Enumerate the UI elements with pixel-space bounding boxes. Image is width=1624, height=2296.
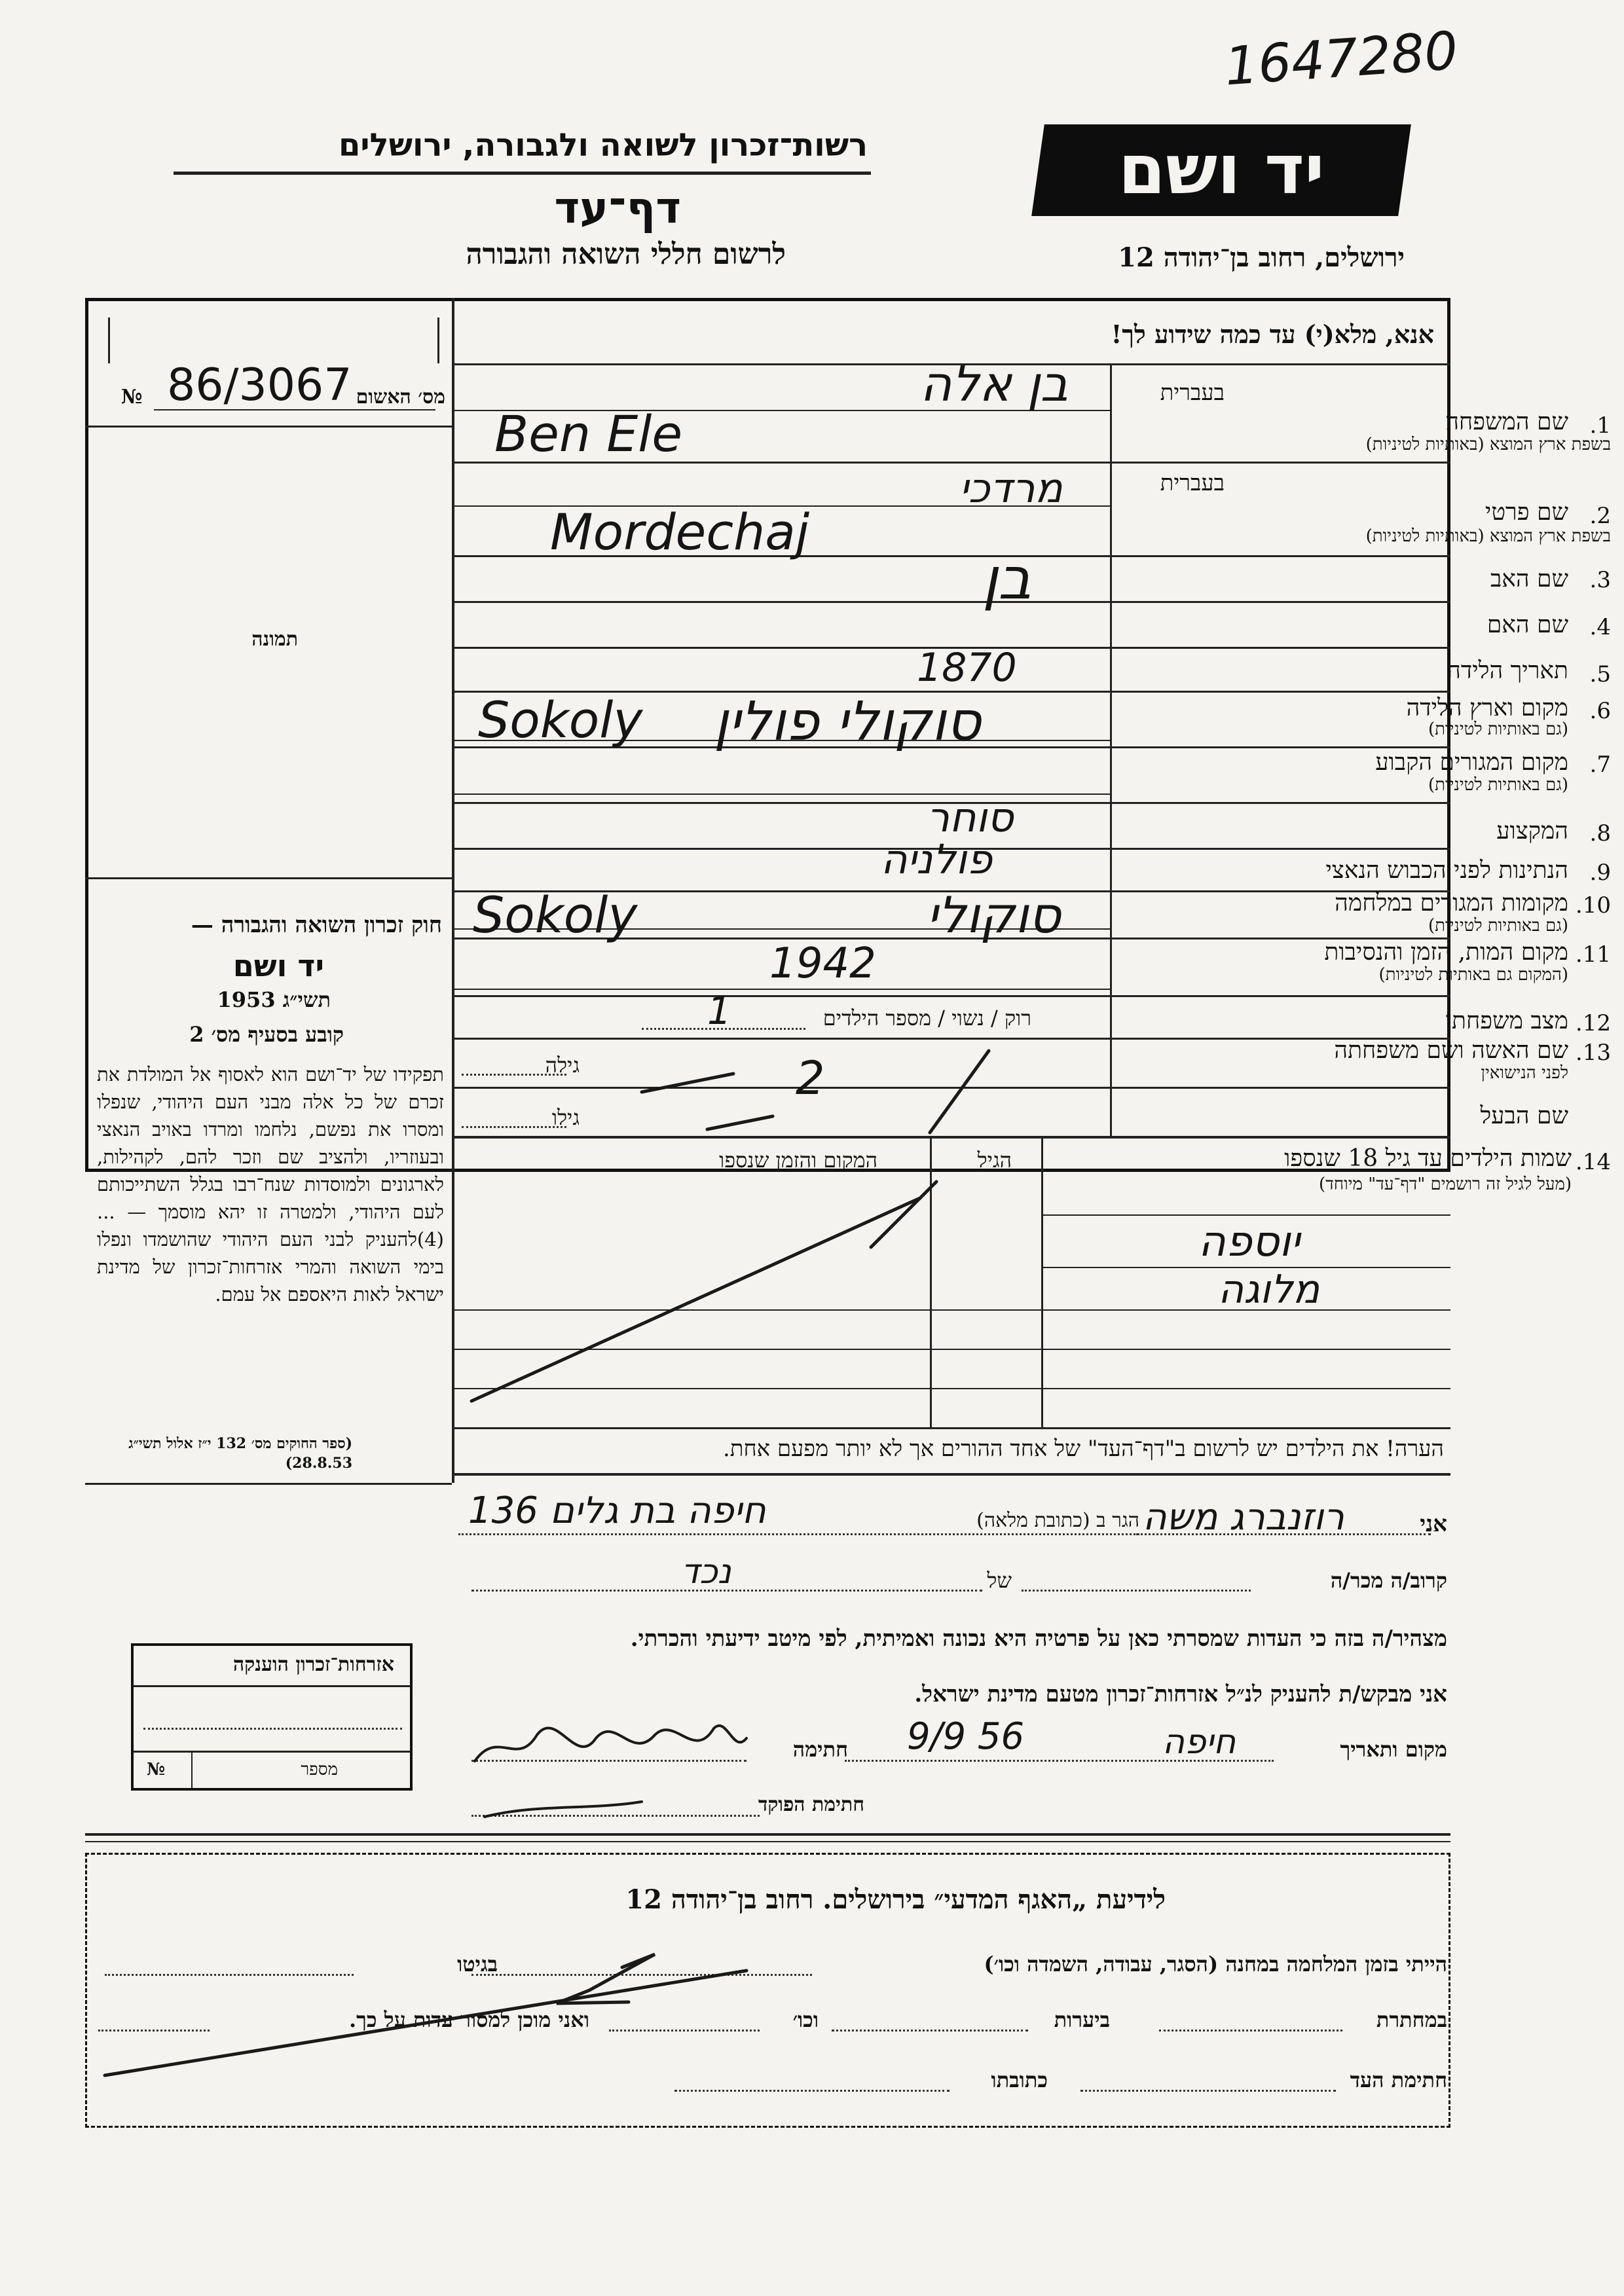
field-10-label: מקומות המגורים במלחמה: [1335, 890, 1568, 917]
footer-witness-signature: חתימת העד: [1350, 2068, 1447, 2092]
field-7-sub: (גם באותיות לטיניות): [1428, 775, 1568, 795]
instruction-text: אנא, מלא(י) עד כמה שידוע לך!: [1111, 319, 1434, 349]
hw-first-name-hebrew: מרדכי: [959, 464, 1063, 512]
field-1-sub: בשפת ארץ המוצא (באותיות לטיניות): [1365, 435, 1611, 454]
hw-family-name-hebrew: בן אלה: [920, 356, 1069, 412]
field-2-label: שם פרטי: [1485, 499, 1568, 526]
form-subtitle: לרשום חללי השואה והגבורה: [466, 238, 786, 271]
field-6-number: 6.: [1589, 698, 1611, 724]
declaration-of: של: [987, 1568, 1012, 1593]
declaration-relative: קרוב/ה מכר/ה: [1330, 1568, 1447, 1593]
hw-relation: נכד: [681, 1552, 731, 1592]
children-section-note: (מעל לגיל זה רושמים "דף־עד" מיוחד): [1319, 1175, 1572, 1194]
hw-birth-place-latin: Sokoly: [478, 691, 643, 749]
place-date-label: מקום ותאריך: [1340, 1737, 1447, 1762]
hw-sign-date: 9/9 56: [907, 1715, 1025, 1758]
hw-witness-name: רוזנברג משה: [1143, 1496, 1344, 1539]
field-13-number: 13.: [1575, 1040, 1611, 1066]
address: ירושלים, רחוב בן־יהודה 12: [1118, 242, 1405, 273]
field-4-number: 4.: [1589, 614, 1611, 640]
hw-profession: סוחר: [927, 793, 1014, 841]
field-9-number: 9.: [1589, 860, 1611, 886]
children-place-header: המקום והזמן שנספו: [719, 1148, 877, 1173]
declaration-line-2: אני מבקש/ת להעניק לנ״ל אזרחות־זכרון מטעם מדינת ישראל.: [914, 1681, 1447, 1707]
hw-child-1: יוספה: [1198, 1218, 1301, 1266]
field-2-sub: בשפת ארץ המוצא (באותיות לטיניות): [1365, 526, 1611, 546]
footer-etc: וכו׳: [792, 2007, 819, 2032]
declaration-line-1: מצהיר/ה בזה כי העדות שמסרתי כאן על פרטיה היא נכונה ואמיתית, לפי מיטב ידיעתי והכרתי.: [630, 1626, 1447, 1652]
yad-vashem-logo: [1031, 124, 1411, 216]
archive-number: 1647280: [1223, 20, 1460, 98]
field-13-label: שם האשה ושם משפחתה: [1334, 1037, 1568, 1064]
field-1-label: שם המשפחה: [1445, 409, 1568, 435]
serial-label: מס׳ האשום: [356, 386, 445, 409]
hw-death-year: 1942: [769, 939, 876, 988]
signature-label: חתימה: [792, 1737, 848, 1762]
husband-name-label: שם הבעל: [1480, 1102, 1568, 1129]
footer-frame: [85, 1853, 1450, 2128]
law-title: חוק זכרון השואה והגבורה —: [191, 912, 442, 938]
law-section: קובע בסעיף מס׳ 2: [189, 1022, 344, 1047]
form-title: דף־עד: [554, 183, 681, 233]
hw-children-count: 1: [707, 989, 731, 1033]
husband-age-label: גילו: [551, 1105, 580, 1130]
field-5-number: 5.: [1589, 661, 1611, 687]
declaration-ani: אני: [1420, 1511, 1447, 1537]
hw-family-name-latin: Ben Ele: [494, 405, 683, 463]
field-12-label: מצב משפחתי: [1445, 1008, 1568, 1034]
hw-child-age: 2: [796, 1051, 825, 1105]
field-3-label: שם האב: [1490, 566, 1568, 592]
field-1-number: 1.: [1589, 412, 1611, 439]
serial-no-sign: №: [121, 386, 143, 409]
law-year: תשי״ג 1953: [217, 987, 331, 1012]
wife-age-label: גילה: [545, 1053, 580, 1078]
field-1-hebrew-tag: בעברית: [1160, 380, 1225, 406]
field-11-sub: (המקום גם באותיות לטיניות): [1378, 965, 1568, 985]
field-7-number: 7.: [1589, 752, 1611, 778]
field-11-label: מקום המות, הזמן והנסיבות: [1324, 939, 1568, 966]
field-6-label: מקום וארץ הלידה: [1406, 695, 1568, 721]
footer-ghetto: בגיטו: [457, 1952, 498, 1977]
officer-signature-label: חתימת הפוקד: [758, 1793, 864, 1816]
logo-text: יד ושם: [1118, 130, 1325, 210]
hw-birth-year: 1870: [917, 645, 1017, 691]
field-13-sub: לפני הנישואין: [1481, 1063, 1568, 1083]
citizenship-box: [131, 1643, 413, 1791]
field-2-number: 2.: [1589, 503, 1611, 529]
declaration-resides: הגר ב (כתובת מלאה): [976, 1509, 1139, 1532]
field-7-label: מקום המגורים הקבוע: [1375, 749, 1568, 776]
law-name: יד ושם: [232, 948, 324, 983]
field-11-number: 11.: [1575, 941, 1611, 968]
marital-status-options: רוק / נשוי / מספר הילדים: [822, 1006, 1031, 1030]
footer-address: כתובתו: [991, 2068, 1048, 2092]
citizenship-no-sign: №: [147, 1760, 166, 1779]
hw-father-name: בן: [982, 545, 1031, 612]
citizenship-title: אזרחות־זכרון הוענקה: [232, 1653, 394, 1676]
footer-camp-line: הייתי בזמן המלחמה במחנה (הסגר, עבודה, השמדה וכו׳): [984, 1952, 1447, 1977]
field-3-number: 3.: [1589, 567, 1611, 593]
photo-label: תמונה: [251, 628, 298, 651]
field-8-label: המקצוע: [1496, 818, 1568, 845]
stroke-children-2: [471, 1198, 920, 1401]
hw-nationality: פולניה: [881, 835, 993, 883]
authority-name: רשות־זכרון לשואה ולגבורה, ירושלים: [338, 127, 868, 164]
field-10-number: 10.: [1575, 892, 1611, 919]
children-note-line: הערה! את הילדים יש לרשום ב"דף־העד" של אחד ההורים אך לא יותר מפעם אחת.: [722, 1436, 1444, 1462]
field-12-number: 12.: [1575, 1010, 1611, 1036]
field-4-label: שם האם: [1486, 611, 1568, 638]
hw-witness-address: חיפה בת גלים 136: [468, 1489, 766, 1532]
footer-forests: ביערות: [1054, 2007, 1110, 2032]
law-body: תפקידו של יד־ושם הוא לאסוף אל המולדת את זכרם של כל אלה מבני העם היהודי, שנפלו ומסרו את נפשם, נלחמו ומרדו באויב הנאצי ובעוזריו, ולהציב שם וזכר להם, לקהילות, לארגונים ולמוסדות שנח־רבו בגלל השתייכותם לעם היהודי, ולמטרה זו יהא מוסמך — ...(4)להעניק לבני העם היהודי שהושמדו ונפלו בימי השואה והמרי אזרחות־זכרון של מדינת ישראל לאות היאספם אל עמם.: [97, 1063, 444, 1305]
footer-heading: לידיעת „האגף המדעי״ בירושלים. רחוב בן־יהודה 12: [625, 1884, 1166, 1915]
children-section-title: שמות הילדים עד גיל 18 שנספו: [1284, 1145, 1572, 1172]
footer-ready: ואני מוכן למסור עדות על כך.: [348, 2007, 589, 2032]
hw-wartime-place-hebrew: סוקולי: [927, 886, 1061, 944]
hw-sign-place: חיפה: [1162, 1722, 1236, 1762]
field-9-label: הנתינות לפני הכבוש הנאצי: [1325, 857, 1568, 884]
serial-value: 86/3067: [167, 359, 352, 411]
stroke-children-1: [871, 1182, 936, 1247]
serial-tick-marks: [108, 318, 439, 363]
citizenship-number-label: מספר: [301, 1760, 338, 1779]
field-8-number: 8.: [1589, 820, 1611, 847]
hw-wartime-place-latin: Sokoly: [473, 886, 638, 944]
field-10-sub: (גם באותיות לטיניות): [1428, 916, 1568, 936]
hw-child-2: מלוגה: [1218, 1267, 1320, 1313]
field-5-label: תאריך הלידה: [1447, 657, 1568, 684]
hw-first-name-latin: Mordechaj: [550, 503, 809, 561]
signature-scribble: [475, 1726, 747, 1817]
field-2-hebrew-tag: בעברית: [1160, 470, 1225, 496]
children-age-header: הגיל: [977, 1148, 1012, 1173]
field-6-sub: (גם באותיות לטיניות): [1428, 720, 1568, 739]
footer-underground: במחתרת: [1376, 2007, 1447, 2032]
children-section-number: 14.: [1575, 1149, 1611, 1175]
law-citation: (ספר החוקים מס׳ 132 י״ז אלול תשי״ג 28.8.53): [128, 1435, 352, 1472]
hw-birth-place-hebrew: סוקולי פולין: [714, 691, 981, 753]
